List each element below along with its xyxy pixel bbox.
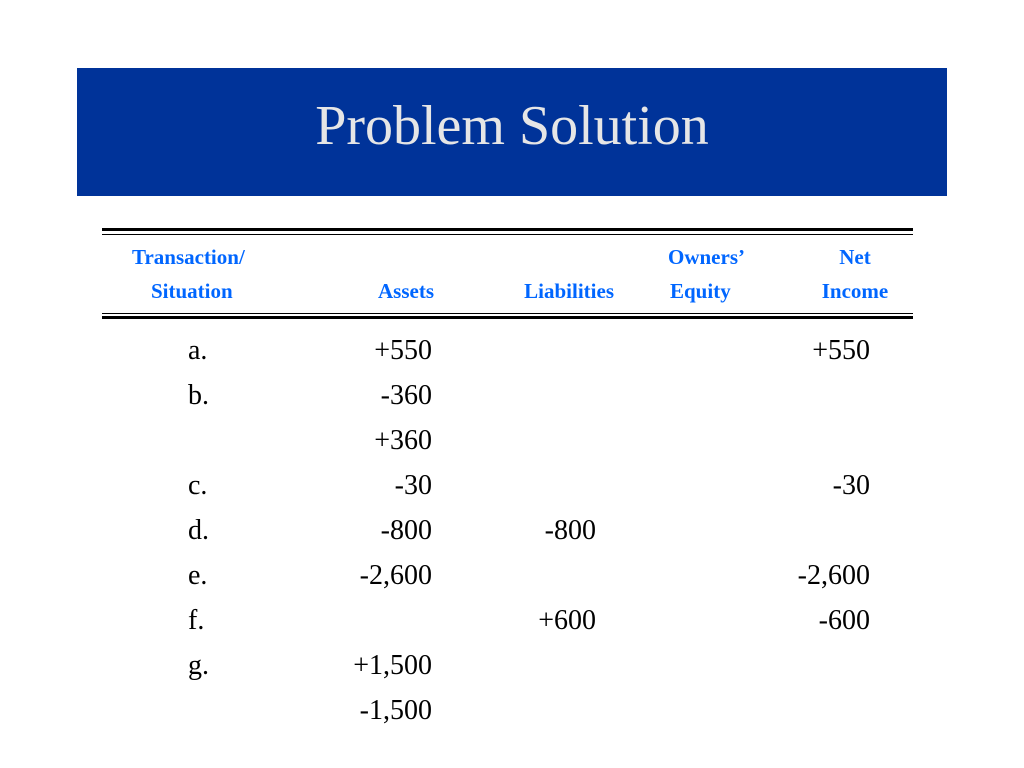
equity-value: -600 [818, 605, 870, 636]
assets-value: +360 [374, 425, 432, 456]
header-bottom-rule-thin [102, 313, 913, 314]
assets-value: -2,600 [359, 560, 432, 591]
header-assets-line1 [330, 240, 434, 274]
assets-value: +1,500 [353, 650, 432, 681]
header-owners-equity-line1: Owners’ [668, 245, 745, 269]
header-liabilities [490, 240, 614, 308]
header-transaction-line1: Transaction/ [132, 245, 245, 269]
liabilities-value: +600 [538, 605, 596, 636]
header-net-income-line2: Income [821, 279, 889, 303]
row-label: c. [188, 470, 208, 501]
equity-value: +550 [812, 335, 870, 366]
assets-value: -800 [380, 515, 432, 546]
header-net-income [800, 240, 910, 308]
header-transaction [132, 240, 272, 308]
row-label: b. [188, 380, 209, 411]
header-top-rule-thin [102, 234, 913, 235]
equity-value: -2,600 [797, 560, 870, 591]
header-top-rule [102, 228, 913, 231]
assets-value: -1,500 [359, 695, 432, 726]
assets-value: -360 [380, 380, 432, 411]
assets-value: +550 [374, 335, 432, 366]
header-assets [330, 240, 434, 308]
header-net-income-line1: Net [839, 245, 871, 269]
row-label: d. [188, 515, 209, 546]
row-label: g. [188, 650, 209, 681]
row-label: a. [188, 335, 208, 366]
header-owners-equity-line2: Equity [670, 279, 731, 303]
row-label: f. [188, 605, 205, 636]
header-assets-line2: Assets [378, 279, 434, 303]
assets-value: -30 [394, 470, 432, 501]
row-label: e. [188, 560, 208, 591]
header-bottom-rule [102, 316, 913, 319]
slide-title: Problem Solution [315, 95, 709, 157]
liabilities-value: -800 [544, 515, 596, 546]
header-transaction-line2: Situation [151, 279, 233, 303]
header-owners-equity [668, 240, 778, 308]
header-liabilities-line2: Liabilities [524, 279, 614, 303]
equity-value: -30 [832, 470, 870, 501]
header-liabilities-line1 [490, 240, 614, 274]
